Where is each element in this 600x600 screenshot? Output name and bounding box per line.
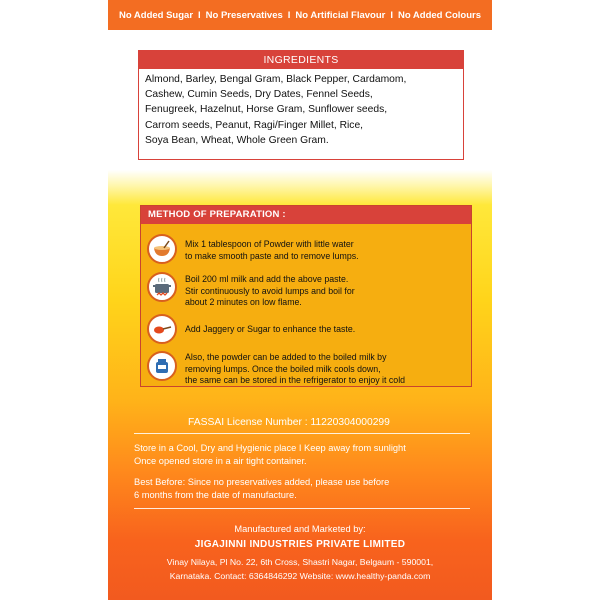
step-line: the same can be stored in the refrigerator to enjoy it cold xyxy=(185,375,406,385)
step-text xyxy=(185,352,405,387)
claim-no-artificial-flavour: No Artificial Flavour xyxy=(295,9,386,21)
best-before-line: 6 months from the date of manufacture. xyxy=(134,489,297,500)
milk-can-icon xyxy=(147,351,177,381)
ingredients-heading: INGREDIENTS xyxy=(139,51,463,69)
method-heading: METHOD OF PREPARATION : xyxy=(141,206,471,224)
storage-line: Once opened store in a air tight container. xyxy=(134,455,307,466)
step-line: about 2 minutes on low flame. xyxy=(185,297,302,307)
storage-line: Store in a Cool, Dry and Hygienic place I Keep away from sunlight xyxy=(134,443,406,453)
best-before-note xyxy=(134,476,389,501)
step-line: removing lumps. Once the boiled milk cools down, xyxy=(185,363,381,374)
address-line-1: Vinay Nilaya, Pl No. 22, 6th Cross, Shastri Nagar, Belgaum - 590001, xyxy=(166,557,434,567)
company-name: JIGAJINNI INDUSTRIES PRIVATE LIMITED xyxy=(194,539,406,550)
step-line: Mix 1 tablespoon of Powder with little water xyxy=(185,239,354,249)
step-line: to make smooth paste and to remove lumps. xyxy=(185,250,359,261)
step-text xyxy=(185,274,355,309)
step-line: Also, the powder can be added to the boiled milk by xyxy=(185,352,387,362)
divider xyxy=(134,433,470,434)
claim-no-added-colours: No Added Colours xyxy=(397,9,482,21)
step-line: Add Jaggery or Sugar to enhance the taste. xyxy=(185,324,356,334)
ingredients-list xyxy=(139,69,463,151)
manufacturer-label: Manufactured and Marketed by: xyxy=(234,524,366,534)
step-line: Stir continuously to avoid lumps and boil for xyxy=(185,285,355,296)
boiling-pot-icon xyxy=(147,272,177,302)
claims-banner xyxy=(108,0,492,30)
ingredients-line: Soya Bean, Wheat, Whole Green Gram. xyxy=(145,134,329,146)
address-line-2: Karnataka. Contact: 6364846292 Website: www.healthy-panda.com xyxy=(169,571,431,581)
claim-no-preservatives: No Preservatives xyxy=(205,9,283,21)
ingredients-line: Fenugreek, Hazelnut, Horse Gram, Sunflower seeds, xyxy=(145,104,388,116)
product-label-panel xyxy=(108,0,492,600)
mixing-bowl-icon xyxy=(147,234,177,264)
ingredients-box xyxy=(138,50,464,160)
claim-separator: I xyxy=(198,9,201,21)
claim-separator: I xyxy=(390,9,393,21)
divider xyxy=(134,508,470,509)
storage-instructions xyxy=(134,442,406,467)
step-line: Boil 200 ml milk and add the above paste. xyxy=(185,274,349,284)
claim-no-added-sugar: No Added Sugar xyxy=(118,9,194,21)
claim-separator: I xyxy=(287,9,291,21)
ingredients-line: Cashew, Cumin Seeds, Dry Dates, Fennel Seeds, xyxy=(145,89,373,101)
ingredients-line: Almond, Barley, Bengal Gram, Black Pepper, Cardamom, xyxy=(145,74,407,85)
step-text xyxy=(185,324,355,336)
best-before-line: Best Before: Since no preservatives added, please use before xyxy=(134,477,390,487)
ingredients-line: Carrom seeds, Peanut, Ragi/Finger Millet, Rice, xyxy=(145,119,364,131)
spoon-icon xyxy=(147,314,177,344)
method-of-preparation-box xyxy=(140,205,472,387)
fassai-license-number: FASSAI License Number : 11220304000299 xyxy=(188,417,390,428)
step-text xyxy=(185,239,359,262)
